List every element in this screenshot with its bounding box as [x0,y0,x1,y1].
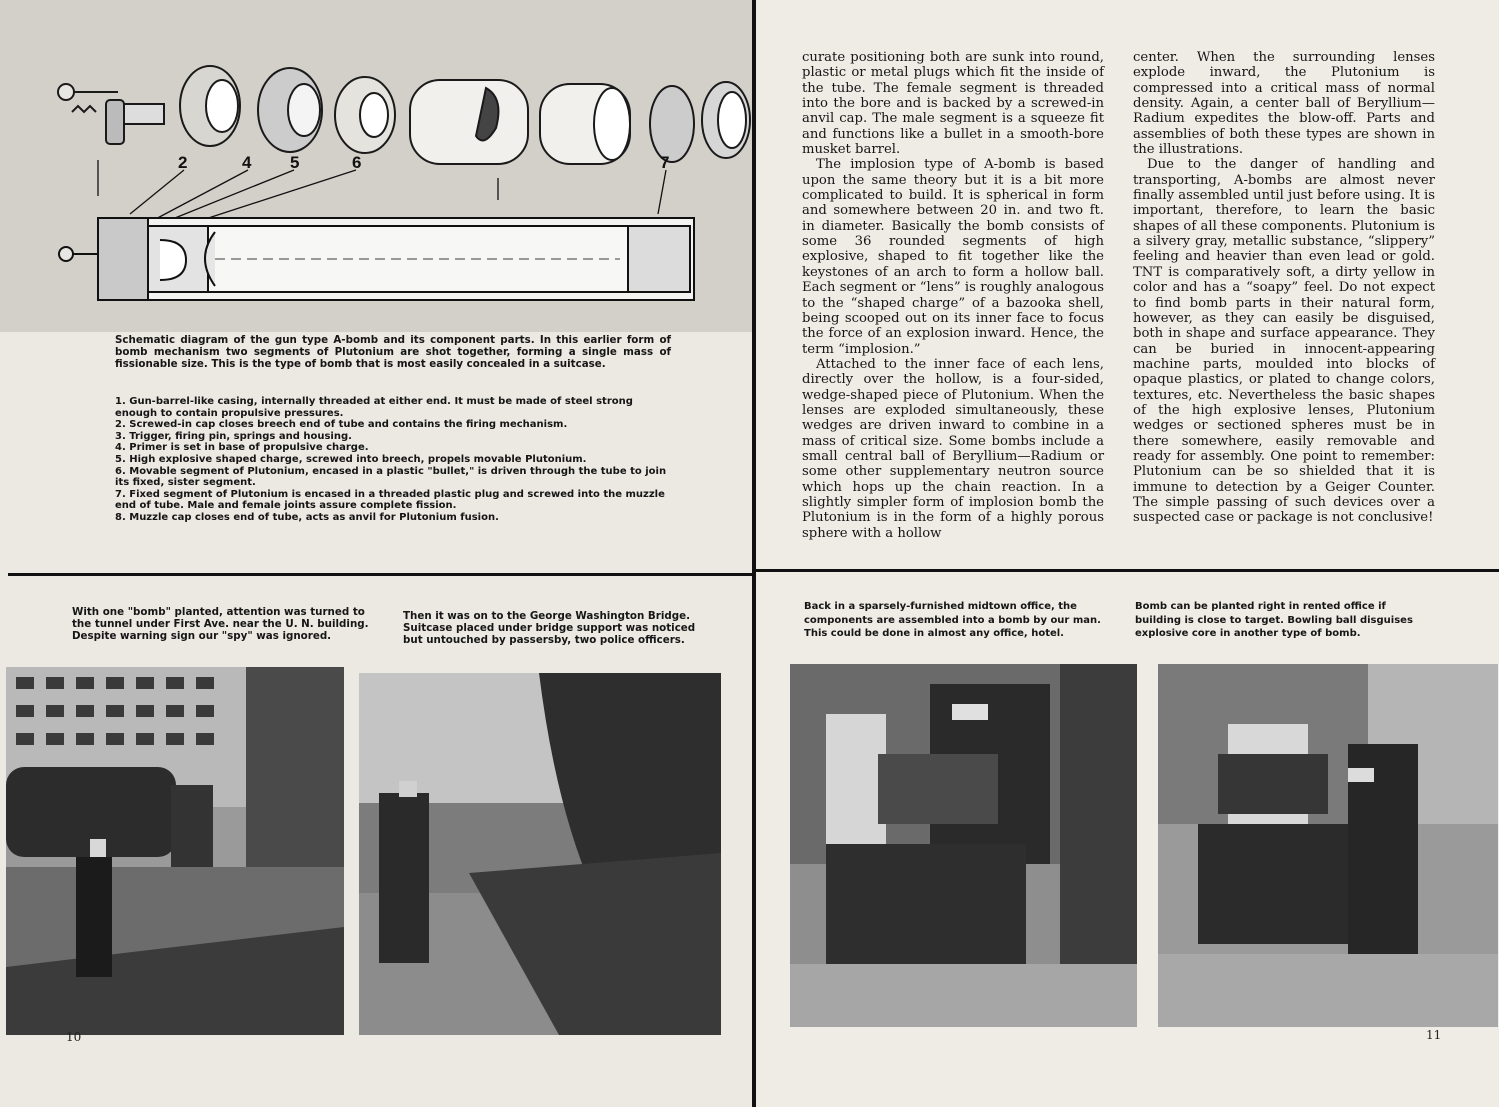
section-divider [756,569,1499,572]
diagram-label: 5 [290,153,300,172]
list-item: 7. Fixed segment of Plutonium is encased in a threaded plastic plug and screwed into the muzzle end of tube. Male and female joints assure complete fission. [115,488,665,512]
diagram-label: 7 [660,153,670,172]
diagram-caption: Schematic diagram of the gun type A-bomb and its component parts. In this earlier form of bomb mechanism two segments of Plutonium are shot together, forming a single mass of fissionable size. This is the type of bomb that is most easily concealed in a suitcase. [115,334,671,371]
article-column-2 [1133,50,1435,526]
photo-office-planted [1158,664,1498,1027]
photo-tunnel-street [6,667,344,1035]
list-item: 8. Muzzle cap closes end of tube, acts as anvil for Plutonium fusion. [115,511,499,523]
paragraph: Due to the danger of handling and transporting, A-bombs are almost never finally assembled until just before using. It is important, therefore, to learn the basic shapes of all these components. Plutonium is a silvery gray, metallic substance, “slippery” feeling and heavier than even lead or gold. TNT is comparatively soft, a dirty yellow in color and has a “soapy” feel. Do not expect to find bomb parts in their natural form, however, as they can easily be disguised, both in shape and surface appearance. They can be buried in innocent-appearing machine parts, moulded into blocks of opaque plastics, or plated to change colors, textures, etc. Nevertheless the basic shapes of the high explosive lenses, Plutonium wedges or sectioned spheres must be in there somewhere, easily removable and ready for assembly. One point to remember: Plutonium can be so shielded that it is immune to detection by a Geiger Counter. The simple passing of such devices over a suspected case or package is not conclusive! [1133,157,1435,526]
list-item: 5. High explosive shaped charge, screwed into breech, propels movable Plutonium. [115,453,587,465]
photo-office-assembly [790,664,1137,1027]
list-item: 1. Gun-barrel-like casing, internally threaded at either end. It must be made of steel strong enough to contain propulsive pressures. [115,396,633,419]
diagram-label: 2 [178,153,188,172]
page-number: 11 [1426,1028,1442,1042]
gun-bomb-schematic-diagram [0,0,752,332]
photo-caption-tunnel: With one "bomb" planted, attention was turned to the tunnel under First Ave. near the U. N. building. Despite warning sign our "spy" was ignored. [72,606,369,643]
list-item: 2. Screwed-in cap closes breech end of tube and contains the firing mechanism. [115,419,568,431]
paragraph: Attached to the inner face of each lens, directly over the hollow, is a four-sided, wedge-shaped piece of Plutonium. When the lenses are exploded simultaneously, these wedges are driven inward to combine in a mass of critical size. Some bombs include a small central ball of Beryllium—Radium or some other supplementary neutron source which hops up the chain reaction. In a slightly simpler form of implosion bomb the Plutonium is in the form of a highly porous sphere with a hollow [802,356,1104,541]
photo-george-washington-bridge [359,673,721,1035]
parts-list [115,396,670,524]
paragraph: The implosion type of A-bomb is based upon the same theory but it is a bit more complicated to build. It is spherical in form and somewhere between 20 in. and two ft. in diameter. Basically the bomb consists of some 36 rounded segments of high explosive, shaped to fit together like the keystones of an arch to form a hollow ball. Each segment or “lens” is roughly analogous to the “shaped charge” of a bazooka shell, being scooped out on its inner face to focus the force of an explosion inward. Hence, the term “implosion.” [802,157,1104,357]
page-number: 10 [66,1030,82,1044]
photo-caption-office-planted: Bomb can be planted right in rented office if building is close to target. Bowling ball disguises explosive core in another type of bomb. [1135,601,1413,639]
photo-caption-office-assembly: Back in a sparsely-furnished midtown office, the components are assembled into a bomb by our man. This could be done in almost any office, hotel. [804,601,1101,639]
article-column-1 [802,50,1104,541]
paragraph: curate positioning both are sunk into round, plastic or metal plugs which fit the inside of the tube. The female segment is threaded into the bore and is backed by a screwed-in anvil cap. The male segment is a squeeze fit and functions like a bullet in a smooth-bore musket barrel. [802,50,1104,158]
list-item: 4. Primer is set in base of propulsive charge. [115,442,369,454]
diagram-label: 4 [242,153,252,172]
paragraph: center. When the surrounding lenses explode inward, the Plutonium is compressed into a critical mass of normal density. Again, a center ball of Beryllium—Radium expedites the blow-off. Parts and assemblies of both these types are shown in the illustrations. [1133,50,1435,158]
right-page [756,0,1499,1107]
list-item: 3. Trigger, firing pin, springs and housing. [115,430,352,442]
list-item: 6. Movable segment of Plutonium, encased in a plastic "bullet," is driven through the tube to join its fixed, sister segment. [115,465,667,489]
photo-caption-bridge: Then it was on to the George Washington Bridge. Suitcase placed under bridge support was noticed but untouched by passersby, two police officers. [403,610,696,647]
section-divider [8,573,752,576]
diagram-label: 6 [352,153,362,172]
